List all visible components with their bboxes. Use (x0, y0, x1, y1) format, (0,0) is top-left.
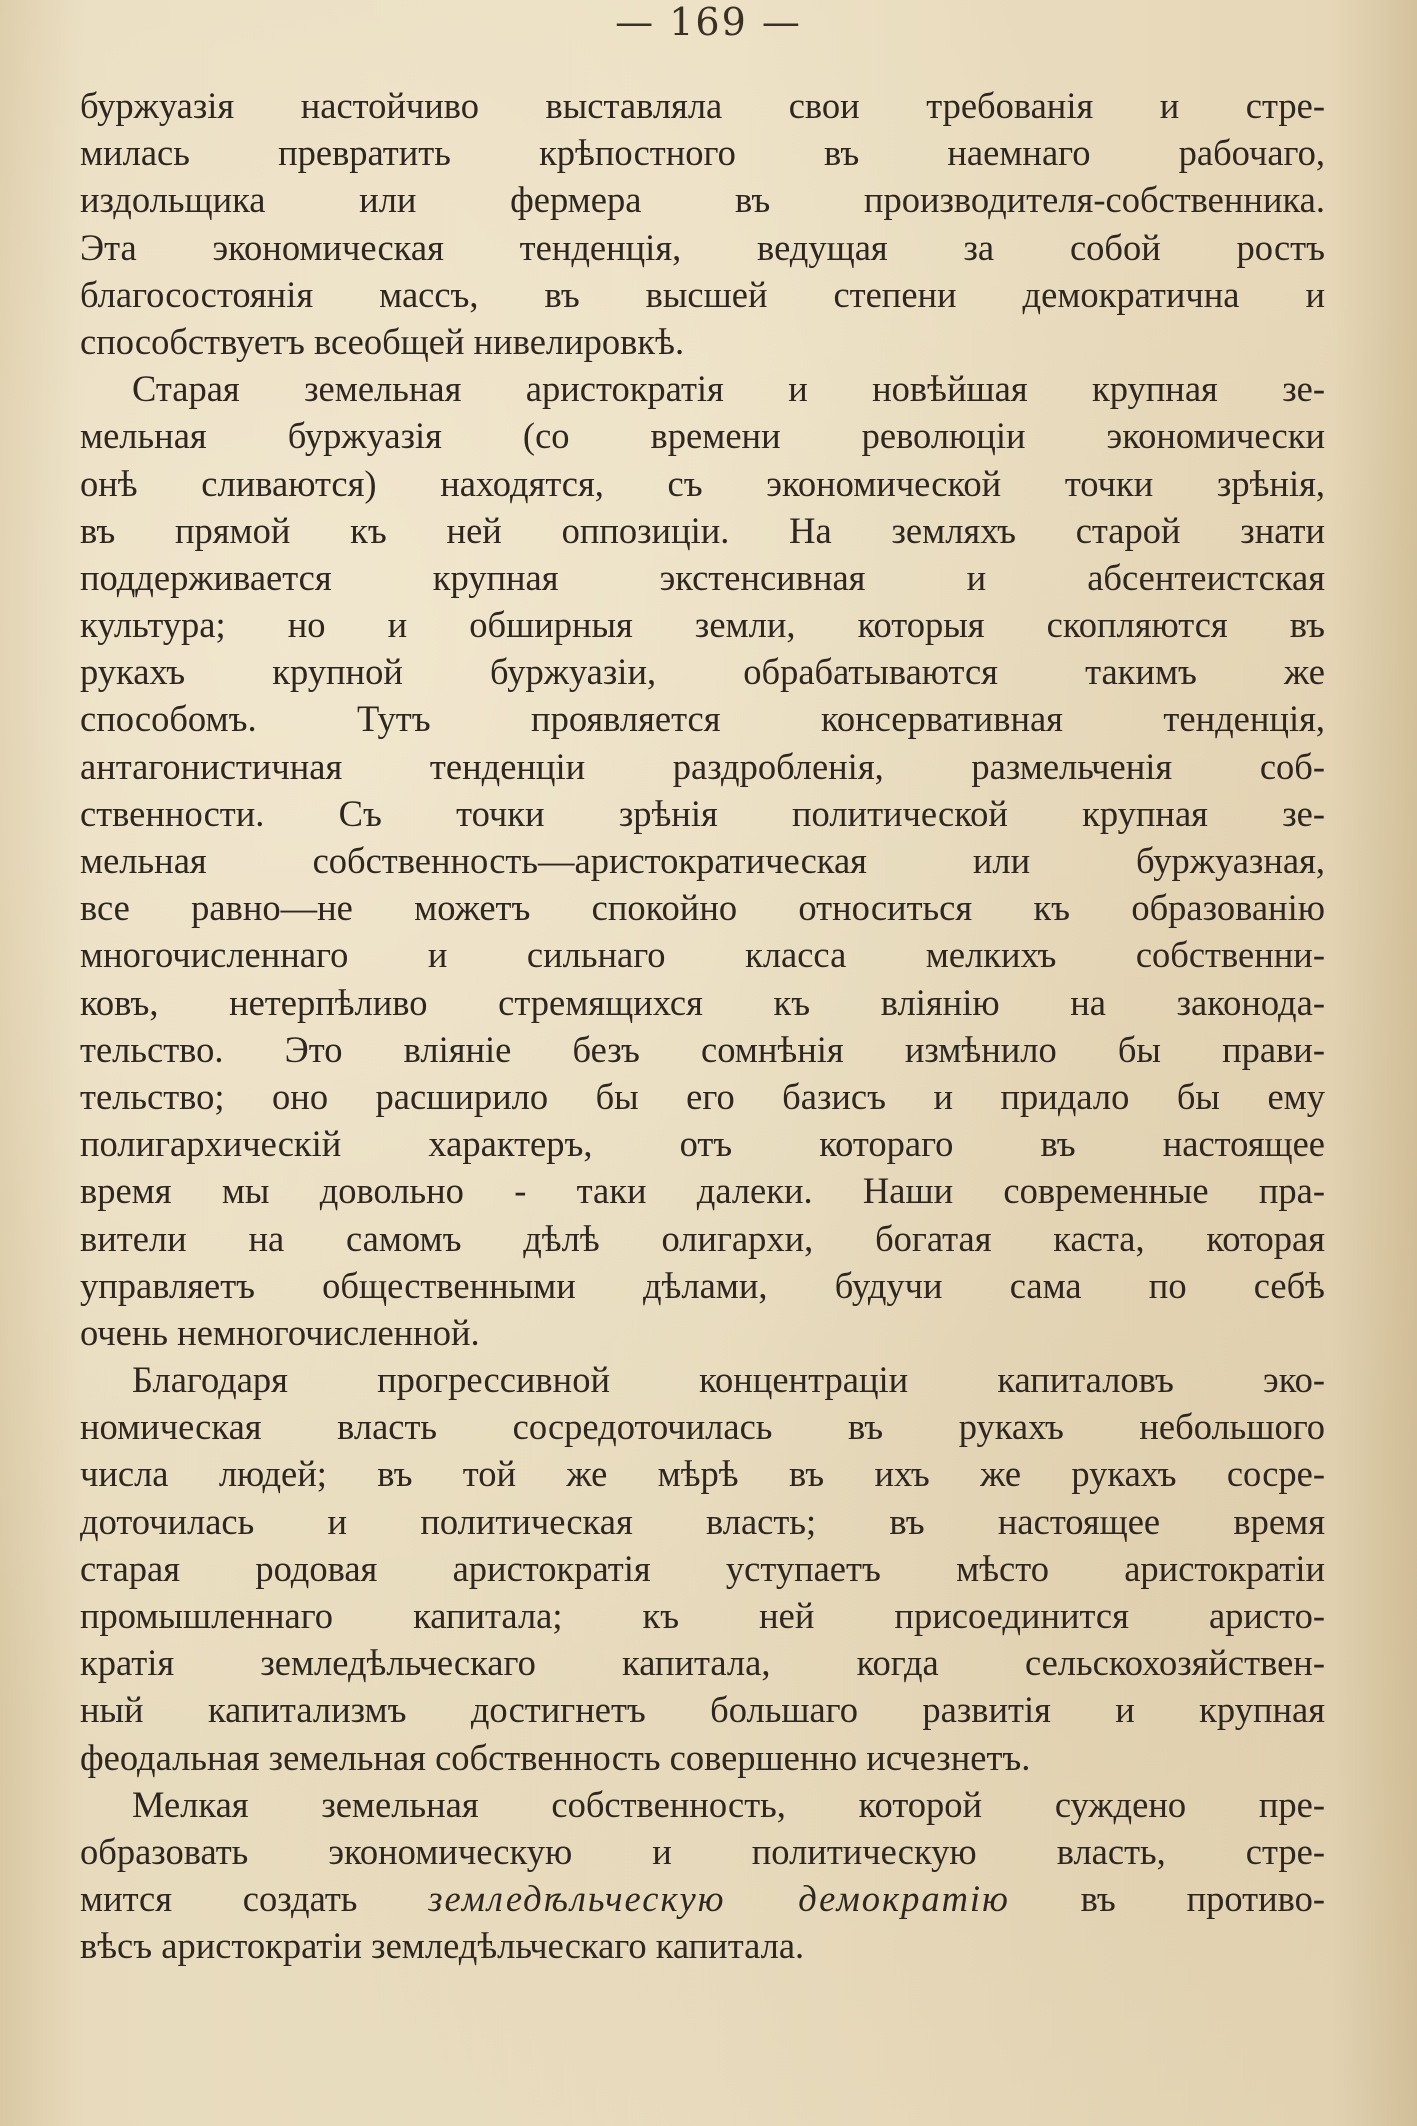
text-line: поддерживается крупная экстенсивная и абсентеистская (80, 556, 1325, 598)
text-line: въ прямой къ ней оппозиціи. На земляхъ старой знати (80, 509, 1325, 551)
text-line: благосостоянія массъ, въ высшей степени демократична и (80, 273, 1325, 315)
paragraph-4 (80, 1781, 1325, 1970)
text-line: феодальная земельная собственность совершенно исчезнетъ. (80, 1736, 1031, 1778)
text-line: промышленнаго капитала; къ ней присоединится аристо- (80, 1595, 1325, 1636)
text-line: Благодаря прогрессивной концентраціи капиталовъ эко- (132, 1359, 1325, 1401)
text-line-with-emphasis (80, 1875, 1325, 1922)
text-line: мельная буржуазія (со времени революціи экономически (80, 415, 1325, 457)
text-line: доточилась и политическая власть; въ настоящее время (80, 1500, 1325, 1542)
text-line: номическая власть сосредоточилась въ рукахъ небольшого (80, 1406, 1325, 1448)
text-line: полигархическій характеръ, отъ котораго въ настоящее (80, 1123, 1325, 1165)
text-line: управляетъ общественными дѣлами, будучи сама по себѣ (80, 1264, 1325, 1306)
text-line: все равно—не можетъ спокойно относиться къ образованію (80, 887, 1325, 929)
text-line: ственности. Съ точки зрѣнія политической крупная зе- (80, 792, 1325, 834)
line-end: въ противо- (1080, 1878, 1326, 1920)
text-line: антагонистичная тенденціи раздробленія, размельченія соб- (80, 745, 1325, 787)
text-line: ковъ, нетерпѣливо стремящихся къ вліянію на законода- (80, 981, 1325, 1023)
text-line: очень немногочисленной. (80, 1311, 480, 1353)
text-line: Старая земельная аристократія и новѣйшая крупная зе- (132, 368, 1325, 410)
text-line: числа людей; въ той же мѣрѣ въ ихъ же рукахъ сосре- (80, 1453, 1325, 1495)
text-line: тельство. Это вліяніе безъ сомнѣнія измѣнило бы прави- (80, 1028, 1325, 1070)
text-line: буржуазія настойчиво выставляла свои требованія и стре- (80, 85, 1325, 126)
text-line: тельство; оно расширило бы его базисъ и придало бы ему (80, 1075, 1325, 1117)
text-line: способствуетъ всеобщей нивелировкѣ. (80, 320, 685, 362)
paragraph-1 (80, 82, 1325, 365)
text-line: образовать экономическую и политическую власть, стре- (80, 1830, 1325, 1872)
text-line: вители на самомъ дѣлѣ олигархи, богатая каста, которая (80, 1217, 1325, 1259)
text-line: время мы довольно - таки далеки. Наши современные пра- (80, 1170, 1325, 1212)
emphasized-phrase: земледѣльческую демократію (428, 1878, 1010, 1920)
text-line: рукахъ крупной буржуазіи, обрабатываются такимъ же (80, 651, 1325, 693)
text-line: вѣсъ аристократіи земледѣльческаго капитала. (80, 1925, 805, 1967)
text-line: способомъ. Тутъ проявляется консервативная тенденція, (80, 698, 1325, 740)
text-line: Мелкая земельная собственность, которой суждено пре- (132, 1783, 1325, 1825)
text-line: ный капитализмъ достигнетъ большаго развитія и крупная (80, 1689, 1325, 1731)
text-line: мельная собственность—аристократическая или буржуазная, (80, 840, 1325, 881)
page-number: — 169 — (615, 0, 802, 44)
text-line: кратія земледѣльческаго капитала, когда сельскохозяйствен- (80, 1642, 1325, 1684)
body-text (80, 82, 1325, 1970)
text-line: Эта экономическая тенденція, ведущая за собой ростъ (80, 226, 1325, 268)
text-line: онѣ сливаются) находятся, съ экономической точки зрѣнія, (80, 462, 1325, 504)
text-line: культура; но и обширныя земли, которыя скопляются въ (80, 604, 1325, 646)
text-line: издольщика или фермера въ производителя-собственника. (80, 179, 1325, 221)
text-line: многочисленнаго и сильнаго класса мелкихъ собственни- (80, 934, 1325, 976)
text-line: милась превратить крѣпостного въ наемнаго рабочаго, (80, 132, 1325, 174)
line-start: мится создать (80, 1878, 429, 1920)
paragraph-2 (80, 365, 1325, 1356)
text-line: старая родовая аристократія уступаетъ мѣсто аристократіи (80, 1547, 1325, 1589)
paragraph-3 (80, 1356, 1325, 1781)
